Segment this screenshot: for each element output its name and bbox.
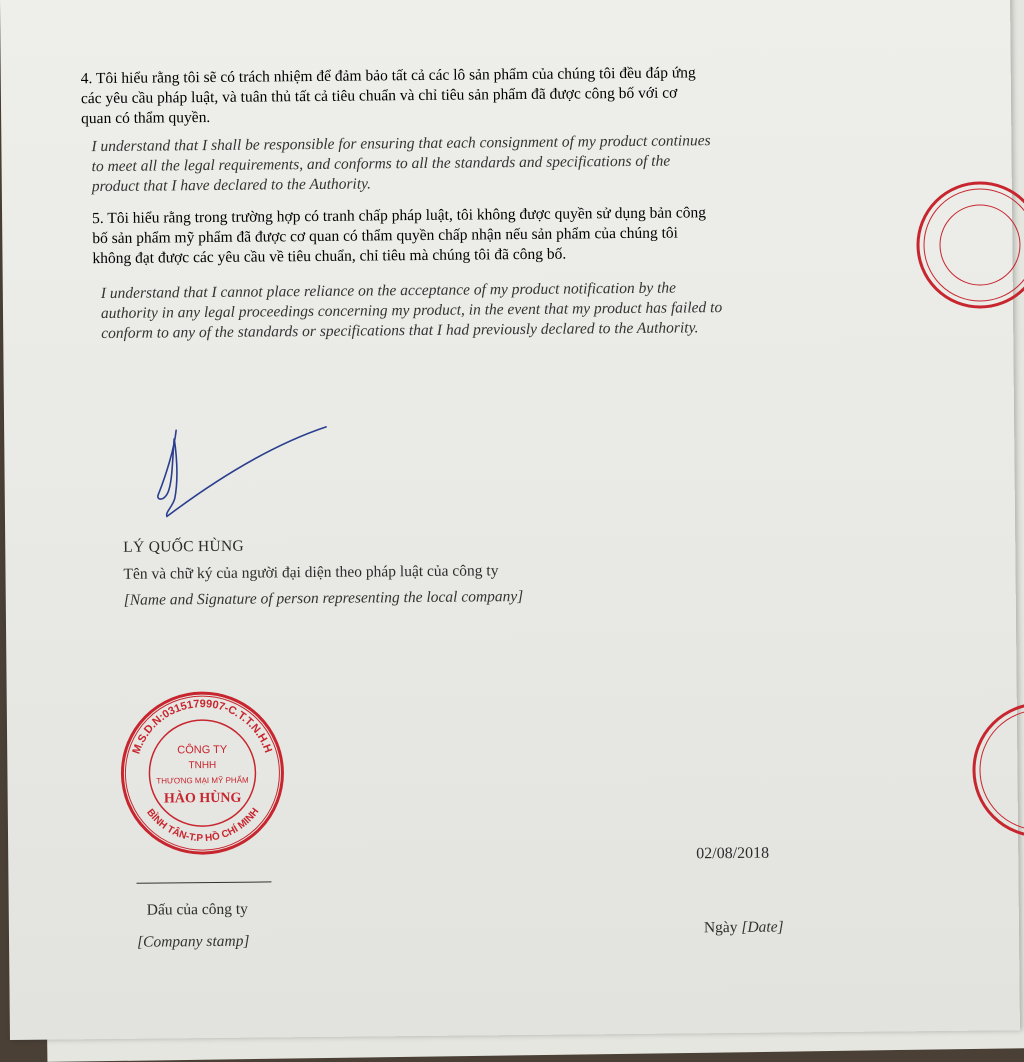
partial-stamp-right-top	[895, 175, 1024, 315]
signatory-label-vn: Tên và chữ ký của người đại diện theo pháp luật của công ty	[123, 562, 499, 583]
item-4-vietnamese	[81, 62, 872, 130]
date-label-en: [Date]	[741, 918, 784, 936]
item-5-en-line: authority in any legal proceedings concerning my product, in the event that my product has failed to	[100, 299, 723, 323]
stamp-line-3: THƯƠNG MẠI MỸ PHẨM	[156, 775, 249, 786]
date-label	[704, 918, 784, 939]
stamp-line-1: CÔNG TY	[177, 743, 228, 757]
stamp-ring-bottom: BÌNH TÂN-T.P HỒ CHÍ MINH	[144, 806, 262, 845]
signatory-label-en: [Name and Signature of person representing the local company]	[123, 588, 524, 609]
stamp-label-vn: Dấu của công ty	[146, 900, 248, 919]
item-5-english	[101, 276, 892, 344]
item-5-vn-line: không đạt được các yêu cầu về tiêu chuẩn, chỉ tiêu mà chúng tôi đã công bố.	[92, 245, 567, 268]
item-4-vn-line: 4. Tôi hiểu rằng tôi sẽ có trách nhiệm để đảm bảo tất cả các lô sản phẩm của chúng tôi đều đáp ứng	[80, 64, 696, 88]
company-stamp	[117, 687, 289, 859]
stamp-label-en: [Company stamp]	[136, 932, 250, 951]
item-5-vietnamese	[92, 202, 883, 270]
item-4-en-line: I understand that I shall be responsible for ensuring that each consignment of my product continues	[91, 132, 711, 156]
item-4-en-line: to meet all the legal requirements, and conforms to all the standards and specifications of the	[91, 152, 671, 176]
item-5-vn-line: 5. Tôi hiểu rằng trong trường hợp có tranh chấp pháp luật, tôi không được quyền sử dụng bản công	[92, 204, 707, 228]
item-4-english	[91, 130, 882, 198]
stamp-line-4: HÀO HÙNG	[163, 790, 242, 807]
item-5-en-line: I understand that I cannot place reliance on the acceptance of my product notification by the	[100, 279, 677, 303]
date-label-vn: Ngày	[703, 918, 738, 937]
stamp-line-2: TNHH	[188, 759, 217, 772]
partial-stamp-right-bottom	[955, 700, 1024, 840]
stamp-signature-line	[136, 881, 271, 883]
item-4-en-line: product that I have declared to the Authority.	[91, 175, 372, 196]
date-value: 02/08/2018	[696, 844, 770, 863]
item-4-vn-line: các yêu cầu pháp luật, và tuân thủ tất cả tiêu chuẩn và chỉ tiêu sản phẩm đã được công bố với cơ	[80, 84, 678, 108]
handwritten-signature	[144, 417, 345, 529]
stamp-ring-top: M.S.D.N:0315179907-C.T.T.N.H.H	[130, 698, 274, 756]
signatory-name: LÝ QUỐC HÙNG	[123, 537, 245, 556]
item-5-vn-line: bố sản phẩm mỹ phẩm đã được cơ quan có thẩm quyền chấp nhận nếu sản phẩm của chúng tôi	[92, 224, 679, 248]
item-5-en-line: conform to any of the standards or specifications that I had previously declared to the Authority.	[101, 319, 699, 343]
stamp-seal-graphic	[117, 687, 289, 859]
item-4-vn-line: quan có thẩm quyền.	[81, 108, 211, 128]
